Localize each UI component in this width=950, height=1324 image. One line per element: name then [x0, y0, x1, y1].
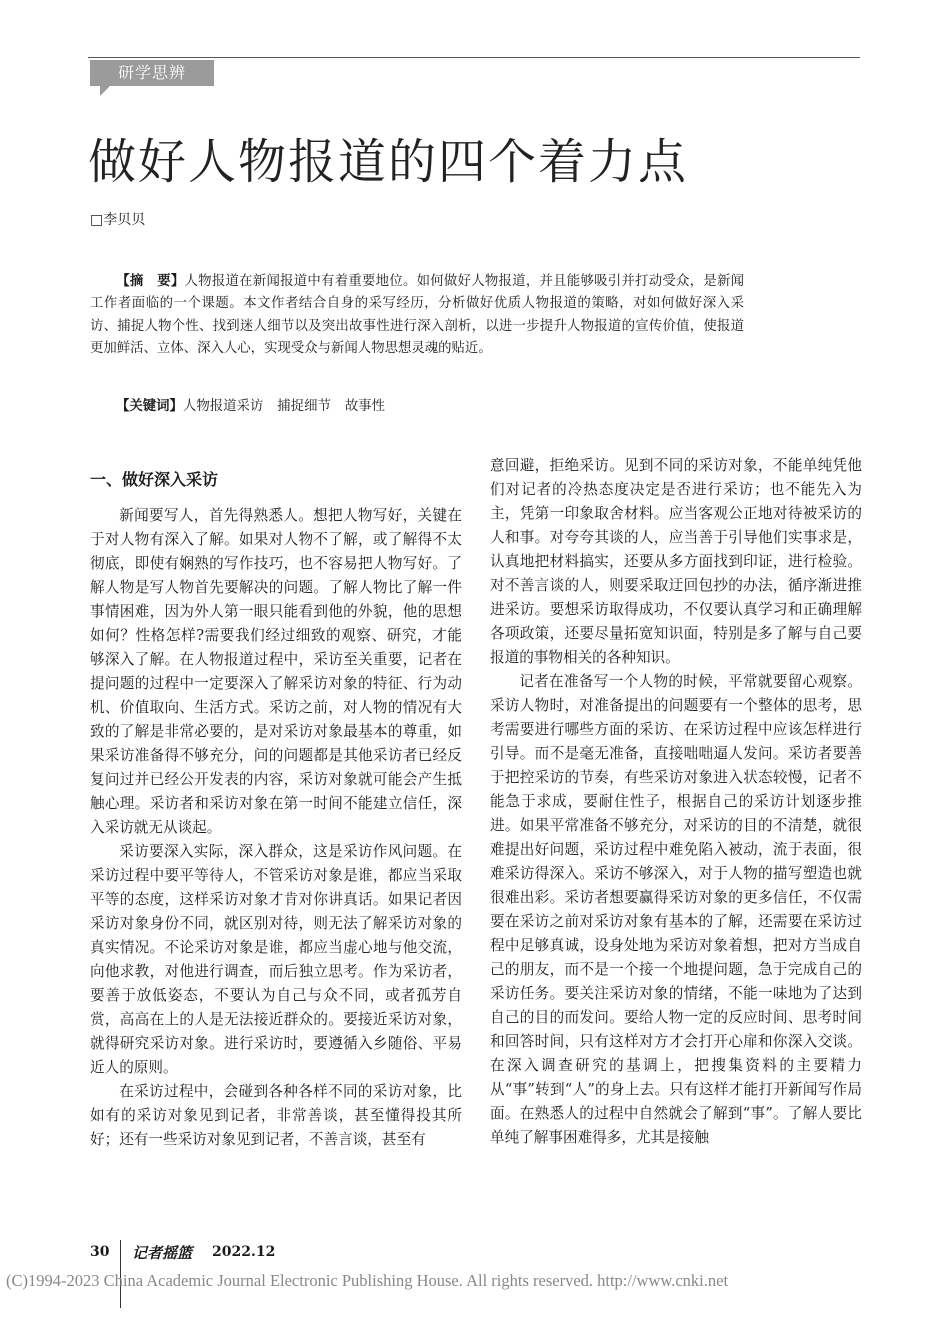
- keywords: [90, 396, 744, 418]
- article-title: 做好人物报道的四个着力点: [88, 134, 689, 190]
- paragraph: 采访要深入实际，深入群众，这是采访作风问题。在采访过程中要平等待人，不管采访对象是谁，都应当采取平等的态度，这样采访对象才肯对你讲真话。如果记者因采访对象身份不同，就区别对待，则无法了解采访对象的真实情况。不论采访对象是谁，都应当虚心地与他交流，向他求教，对他进行调查，而后独立思考。作为采访者，要善于放低姿态，不要认为自己与众不同，或者孤芳自赏，高高在上的人是无法接近群众的。要接近采访对象，就得研究采访对象。进行采访时，要遵循入乡随俗、平易近人的原则。: [90, 843, 462, 1076]
- paragraph: 意回避，拒绝采访。见到不同的采访对象，不能单纯凭他们对记者的冷热态度决定是否进行采访；也不能先入为主，凭第一印象取舍材料。应当客观公正地对待被采访的人和事。对夸夸其谈的人，应当善于引导他们实事求是，认真地把材料搞实，还要从多方面找到印证，进行检验。对不善言谈的人，则要采取迂回包抄的办法，循序渐进推进采访。要想采访取得成功，不仅要认真学习和正确理解各项政策，还要尽量拓宽知识面，特别是多了解与自己要报道的事物相关的各种知识。: [490, 457, 862, 666]
- keyword: 人物报道采访: [182, 399, 264, 414]
- paragraph: 在采访过程中，会碰到各种各样不同的采访对象，比如有的采访对象见到记者，非常善谈，甚至懂得投其所好；还有一些采访对象见到记者，不善言谈，甚至有: [90, 1083, 462, 1148]
- section-heading: 一、做好深入采访: [90, 470, 219, 489]
- right-column: [490, 454, 862, 1150]
- paragraph: 新闻要写人，首先得熟悉人。想把人物写好，关键在于对人物有深入了解。如果对人物不了解，或了解得不太彻底，即使有娴熟的写作技巧，也不容易把人物写好。了解人物是写人物首先要解决的问题。了解人物比了解一件事情困难，因为外人第一眼只能看到他的外貌，他的思想如何？性格怎样?需要我们经过细致的观察、研究，才能够深入了解。在人物报道过程中，采访至关重要，记者在提问题的过程中一定要深入了解采访对象的特征、行为动机、价值取向、生活方式。采访之前，对人物的情况有大致的了解是非常必要的，是对采访对象最基本的尊重，如果采访准备得不够充分，问的问题都是其他采访者已经反复问过并已经公开发表的内容，采访对象就可能会产生抵触心理。采访者和采访对象在第一时间不能建立信任，深入采访就无从谈起。: [90, 507, 462, 836]
- left-column: [90, 460, 462, 1152]
- section-tag-pointer: [100, 86, 110, 96]
- keyword: 捕捉细节: [277, 399, 331, 414]
- abstract-label: 【摘 要】: [116, 274, 185, 289]
- author: □李贝贝: [90, 212, 146, 228]
- top-rule: [88, 57, 860, 58]
- keyword: 故事性: [344, 399, 386, 414]
- paragraph: 记者在准备写一个人物的时候，平常就要留心观察。采访人物时，对准备提出的问题要有一个整体的思考，思考需要进行哪些方面的采访、在采访过程中应该怎样进行引导。而不是毫无准备，直接咄咄逼人发问。采访者要善于把控采访的节奏，有些采访对象进入状态较慢，记者不能急于求成，要耐住性子，根据自己的采访计划逐步推进。如果平常准备不够充分，对采访的目的不清楚，就很难提出好问题，采访过程中难免陷入被动，流于表面，很难采访得深入。采访不够深入，对于人物的描写塑造也就很难出彩。采访者想要赢得采访对象的更多信任，不仅需要在采访之前对采访对象有基本的了解，还需要在采访过程中足够真诚，设身处地为采访对象着想，把对方当成自己的朋友，而不是一个接一个地提问题，急于完成自己的采访任务。要关注采访对象的情绪，不能一味地为了达到自己的目的而发问。要给人物一定的反应时间、思考时间和回答时间，只有这样对方才会打开心扉和你深入交谈。在深入调查研究的基调上，把搜集资料的主要精力从“事”转到“人”的身上去。只有这样才能打开新闻写作局面。在熟悉人的过程中自然就会了解到“事”。了解人要比单纯了解事困难得多，尤其是接触: [490, 673, 862, 1146]
- keywords-label: 【关键词】: [116, 399, 183, 414]
- journal-issue: 2022.12: [212, 1244, 276, 1260]
- copyright-watermark: (C)1994-2023 China Academic Journal Electronic Publishing House. All rights reserved. http://www.cnki.net: [6, 1271, 729, 1290]
- page-number: 30: [90, 1244, 110, 1260]
- abstract: [90, 271, 744, 361]
- abstract-text: 人物报道在新闻报道中有着重要地位。如何做好人物报道，并且能够吸引并打动受众，是新闻工作者面临的一个课题。本文作者结合自身的采写经历，分析做好优质人物报道的策略，对如何做好深入采访、捕捉人物个性、找到迷人细节以及突出故事性进行深入剖析，以进一步提升人物报道的宣传价值，使报道更加鲜活、立体、深入人心，实现受众与新闻人物思想灵魂的贴近。: [90, 274, 745, 357]
- section-tag: 研学思辨: [90, 60, 214, 86]
- journal-name: 记者摇篮: [132, 1244, 193, 1262]
